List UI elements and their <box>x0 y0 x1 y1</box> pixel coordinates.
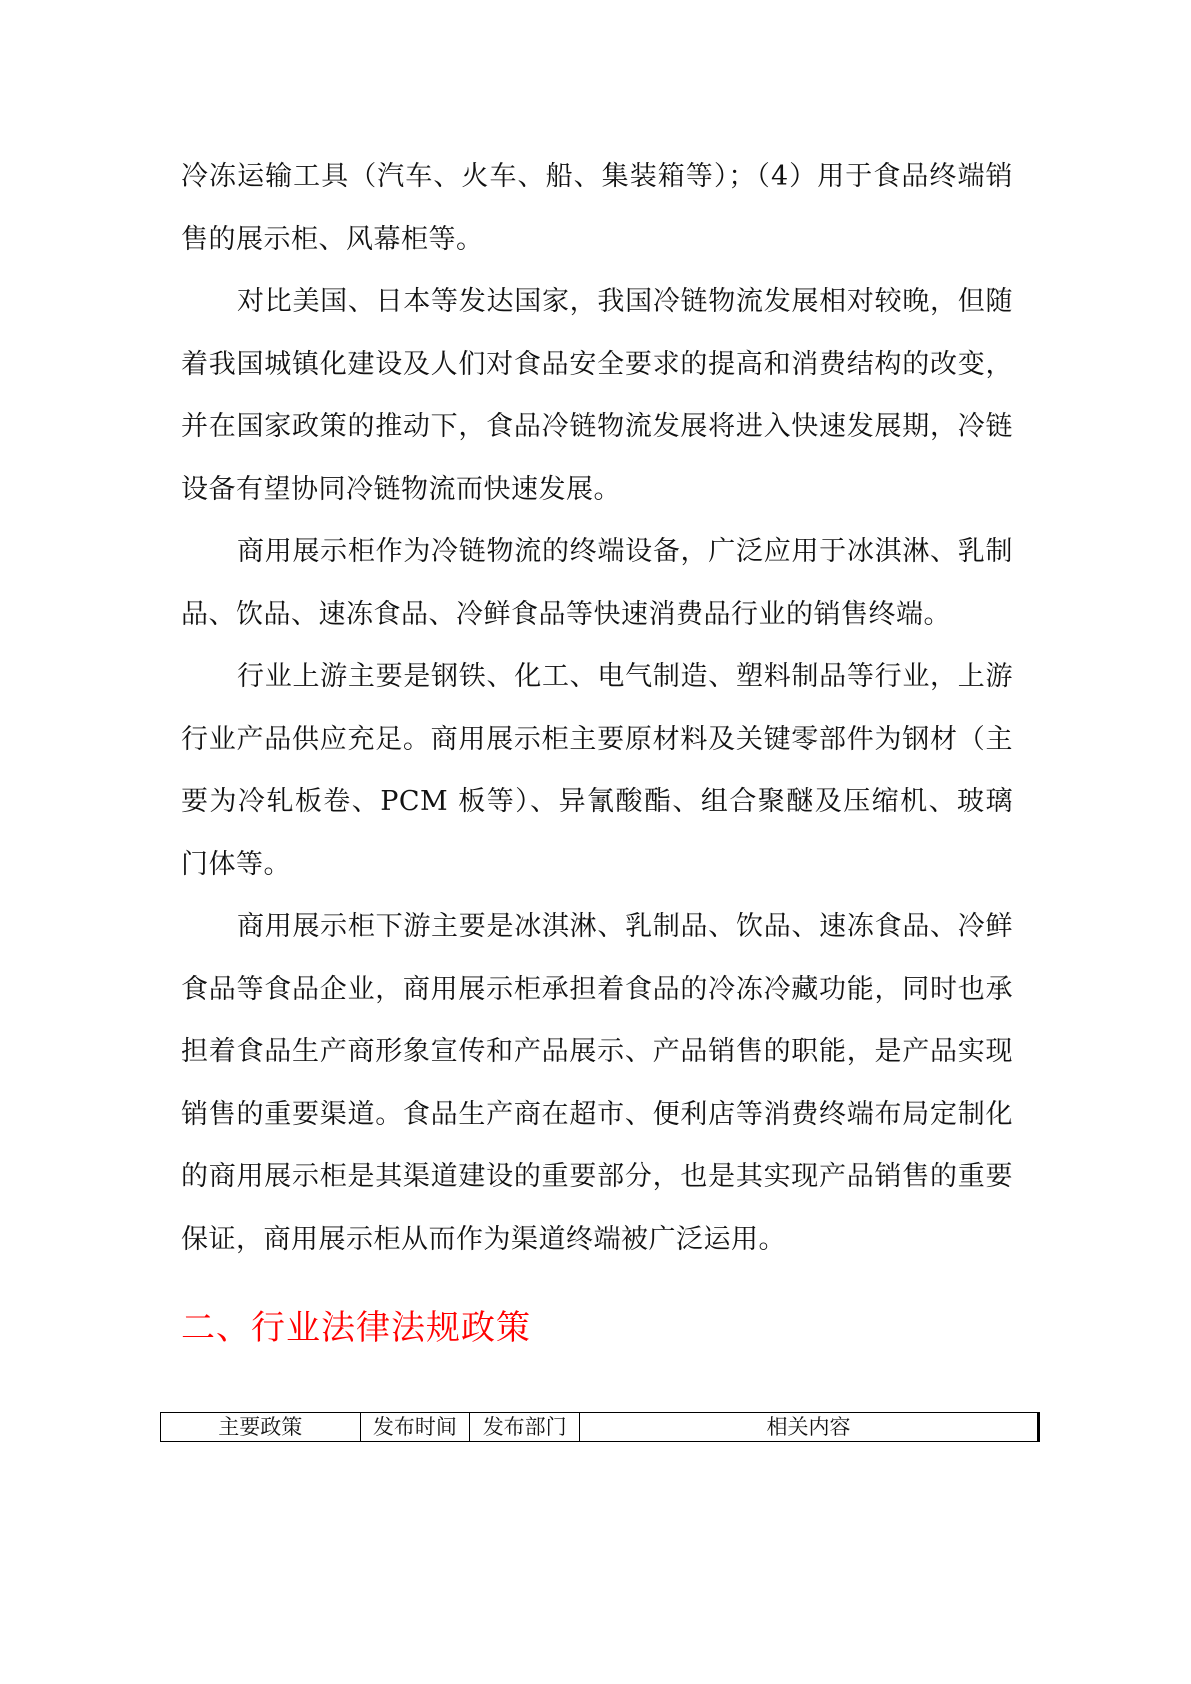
table-header-cell: 发布部门 <box>470 1413 580 1442</box>
table-header-row <box>161 1413 1039 1442</box>
section-heading: 二、行业法律法规政策 <box>181 1308 531 1348</box>
paragraph: 商用展示柜下游主要是冰淇淋、乳制品、饮品、速冻食品、冷鲜食品等食品企业，商用展示柜承担着食品的冷冻冷藏功能，同时也承担着食品生产商形象宣传和产品展示、产品销售的职能，是产品实现销售的重要渠道。食品生产商在超市、便利店等消费终端布局定制化的商用展示柜是其渠道建设的重要部分，也是其实现产品销售的重要保证，商用展示柜从而作为渠道终端被广泛运用。 <box>181 911 1013 1255</box>
body-text <box>181 146 1013 1271</box>
paragraph: 行业上游主要是钢铁、化工、电气制造、塑料制品等行业，上游行业产品供应充足。商用展示柜主要原材料及关键零部件为钢材（主要为冷轧板卷、PCM 板等）、异氰酸酯、组合聚醚及压缩机、玻璃门体等。 <box>181 661 1013 880</box>
paragraph: 商用展示柜作为冷链物流的终端设备，广泛应用于冰淇淋、乳制品、饮品、速冻食品、冷鲜食品等快速消费品行业的销售终端。 <box>181 536 1013 630</box>
table-header-cell: 发布时间 <box>360 1413 470 1442</box>
table-header-cell: 相关内容 <box>580 1413 1039 1442</box>
policy-table <box>160 1412 1040 1442</box>
paragraph: 对比美国、日本等发达国家，我国冷链物流发展相对较晚，但随着我国城镇化建设及人们对食品安全要求的提高和消费结构的改变，并在国家政策的推动下，食品冷链物流发展将进入快速发展期，冷链设备有望协同冷链物流而快速发展。 <box>181 286 1013 505</box>
paragraph: 冷冻运输工具（汽车、火车、船、集装箱等）；（4）用于食品终端销售的展示柜、风幕柜等。 <box>181 161 1013 255</box>
table-header-cell: 主要政策 <box>161 1413 361 1442</box>
